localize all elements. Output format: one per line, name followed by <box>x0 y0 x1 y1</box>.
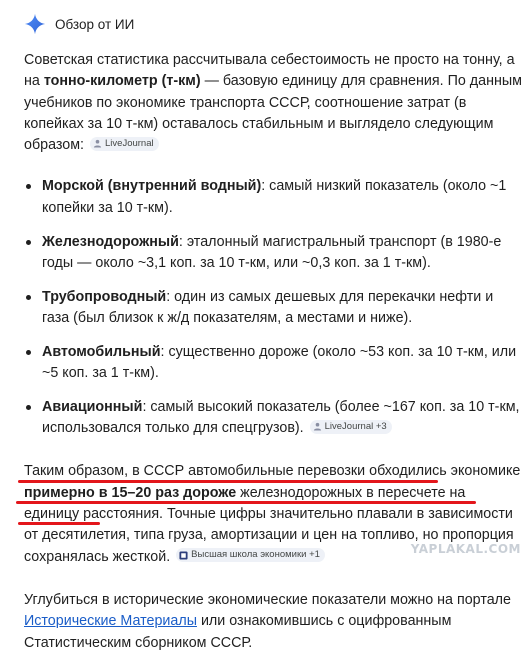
list-item-title: Железнодорожный <box>42 233 179 250</box>
ai-overview-header <box>24 13 134 35</box>
list-item <box>24 232 524 275</box>
ai-overview-content <box>24 50 524 654</box>
source-chip-label: Высшая школа экономики +1 <box>191 549 320 561</box>
list-item-text: : один из самых дешевых для перекачки нефти и газа (был близок к ж/д показателям, а местами и ниже). <box>42 288 494 326</box>
transport-cost-list <box>24 176 524 439</box>
livejournal-icon <box>93 139 102 148</box>
list-item <box>24 342 524 385</box>
intro-paragraph <box>24 50 524 156</box>
intro-text-2: — базовую единицу для сравнения. По данным учебников по экономике транспорта СССР, соотношение затрат (в копейках за 10 т-км) оставалось стабильным и выглядело следующим образом: <box>24 73 522 154</box>
red-underline <box>18 522 100 525</box>
intro-bold: тонно-километр (т-км) <box>43 73 201 90</box>
list-item <box>24 397 524 440</box>
source-chip-livejournal-more[interactable] <box>310 420 392 434</box>
list-item-text: : самый высокий показатель (более ~167 коп. за 10 т-км, использовался только для спецгрузов). <box>42 398 520 437</box>
red-underline <box>18 480 438 483</box>
source-chip-label: LiveJournal +3 <box>324 420 387 432</box>
source-chip-label: LiveJournal <box>105 137 154 149</box>
list-item <box>24 176 524 219</box>
list-item-text: : самый низкий показатель (около ~1 копейки за 10 т-км). <box>42 178 507 216</box>
list-item-text: : эталонный магистральный транспорт (в 1980-е годы — около ~3,1 коп. за 10 т-км, или ~0,3 коп. за 1 т-км). <box>42 233 502 271</box>
outro-text: Углубиться в исторические экономические показатели можно на портале <box>24 591 511 608</box>
hse-icon <box>179 551 188 560</box>
summary-text: Таким образом, в СССР автомобильные перевозки обходились экономике <box>24 463 521 480</box>
livejournal-icon <box>313 422 322 431</box>
outro-text-2: или ознакомившись с оцифрованным Статистическим сборником СССР. <box>24 613 452 651</box>
gemini-sparkle-icon <box>24 13 46 35</box>
watermark: YAPLAKAL.COM <box>410 542 521 556</box>
ai-overview-title: Обзор от ИИ <box>55 16 135 32</box>
list-item-title: Автомобильный <box>42 343 161 360</box>
list-item-title: Морской (внутренний водный) <box>42 178 262 195</box>
summary-text-2: железнодорожных в пересчете на единицу расстояния. Точные цифры значительно плавали в зависимости от десятилетия, типа груза, амортизации и цен на топливо, но пропорция сохранялась жесткой. <box>24 484 514 565</box>
list-item <box>24 287 524 330</box>
outro-paragraph <box>24 590 524 654</box>
list-item-text: : существенно дороже (около ~53 коп. за 10 т-км, или ~5 коп. за 1 т-км). <box>42 343 517 382</box>
list-item-title: Авиационный <box>42 398 143 415</box>
source-chip-livejournal[interactable] <box>90 137 159 151</box>
red-underline <box>16 501 476 504</box>
source-chip-hse[interactable] <box>176 548 325 562</box>
historical-materials-link[interactable]: Исторические Материалы <box>24 613 197 630</box>
intro-text: Советская статистика рассчитывала себестоимость не просто на тонну, а на <box>24 52 515 90</box>
list-item-title: Трубопроводный <box>42 288 167 305</box>
summary-bold: примерно в 15–20 раз дороже <box>24 484 237 501</box>
